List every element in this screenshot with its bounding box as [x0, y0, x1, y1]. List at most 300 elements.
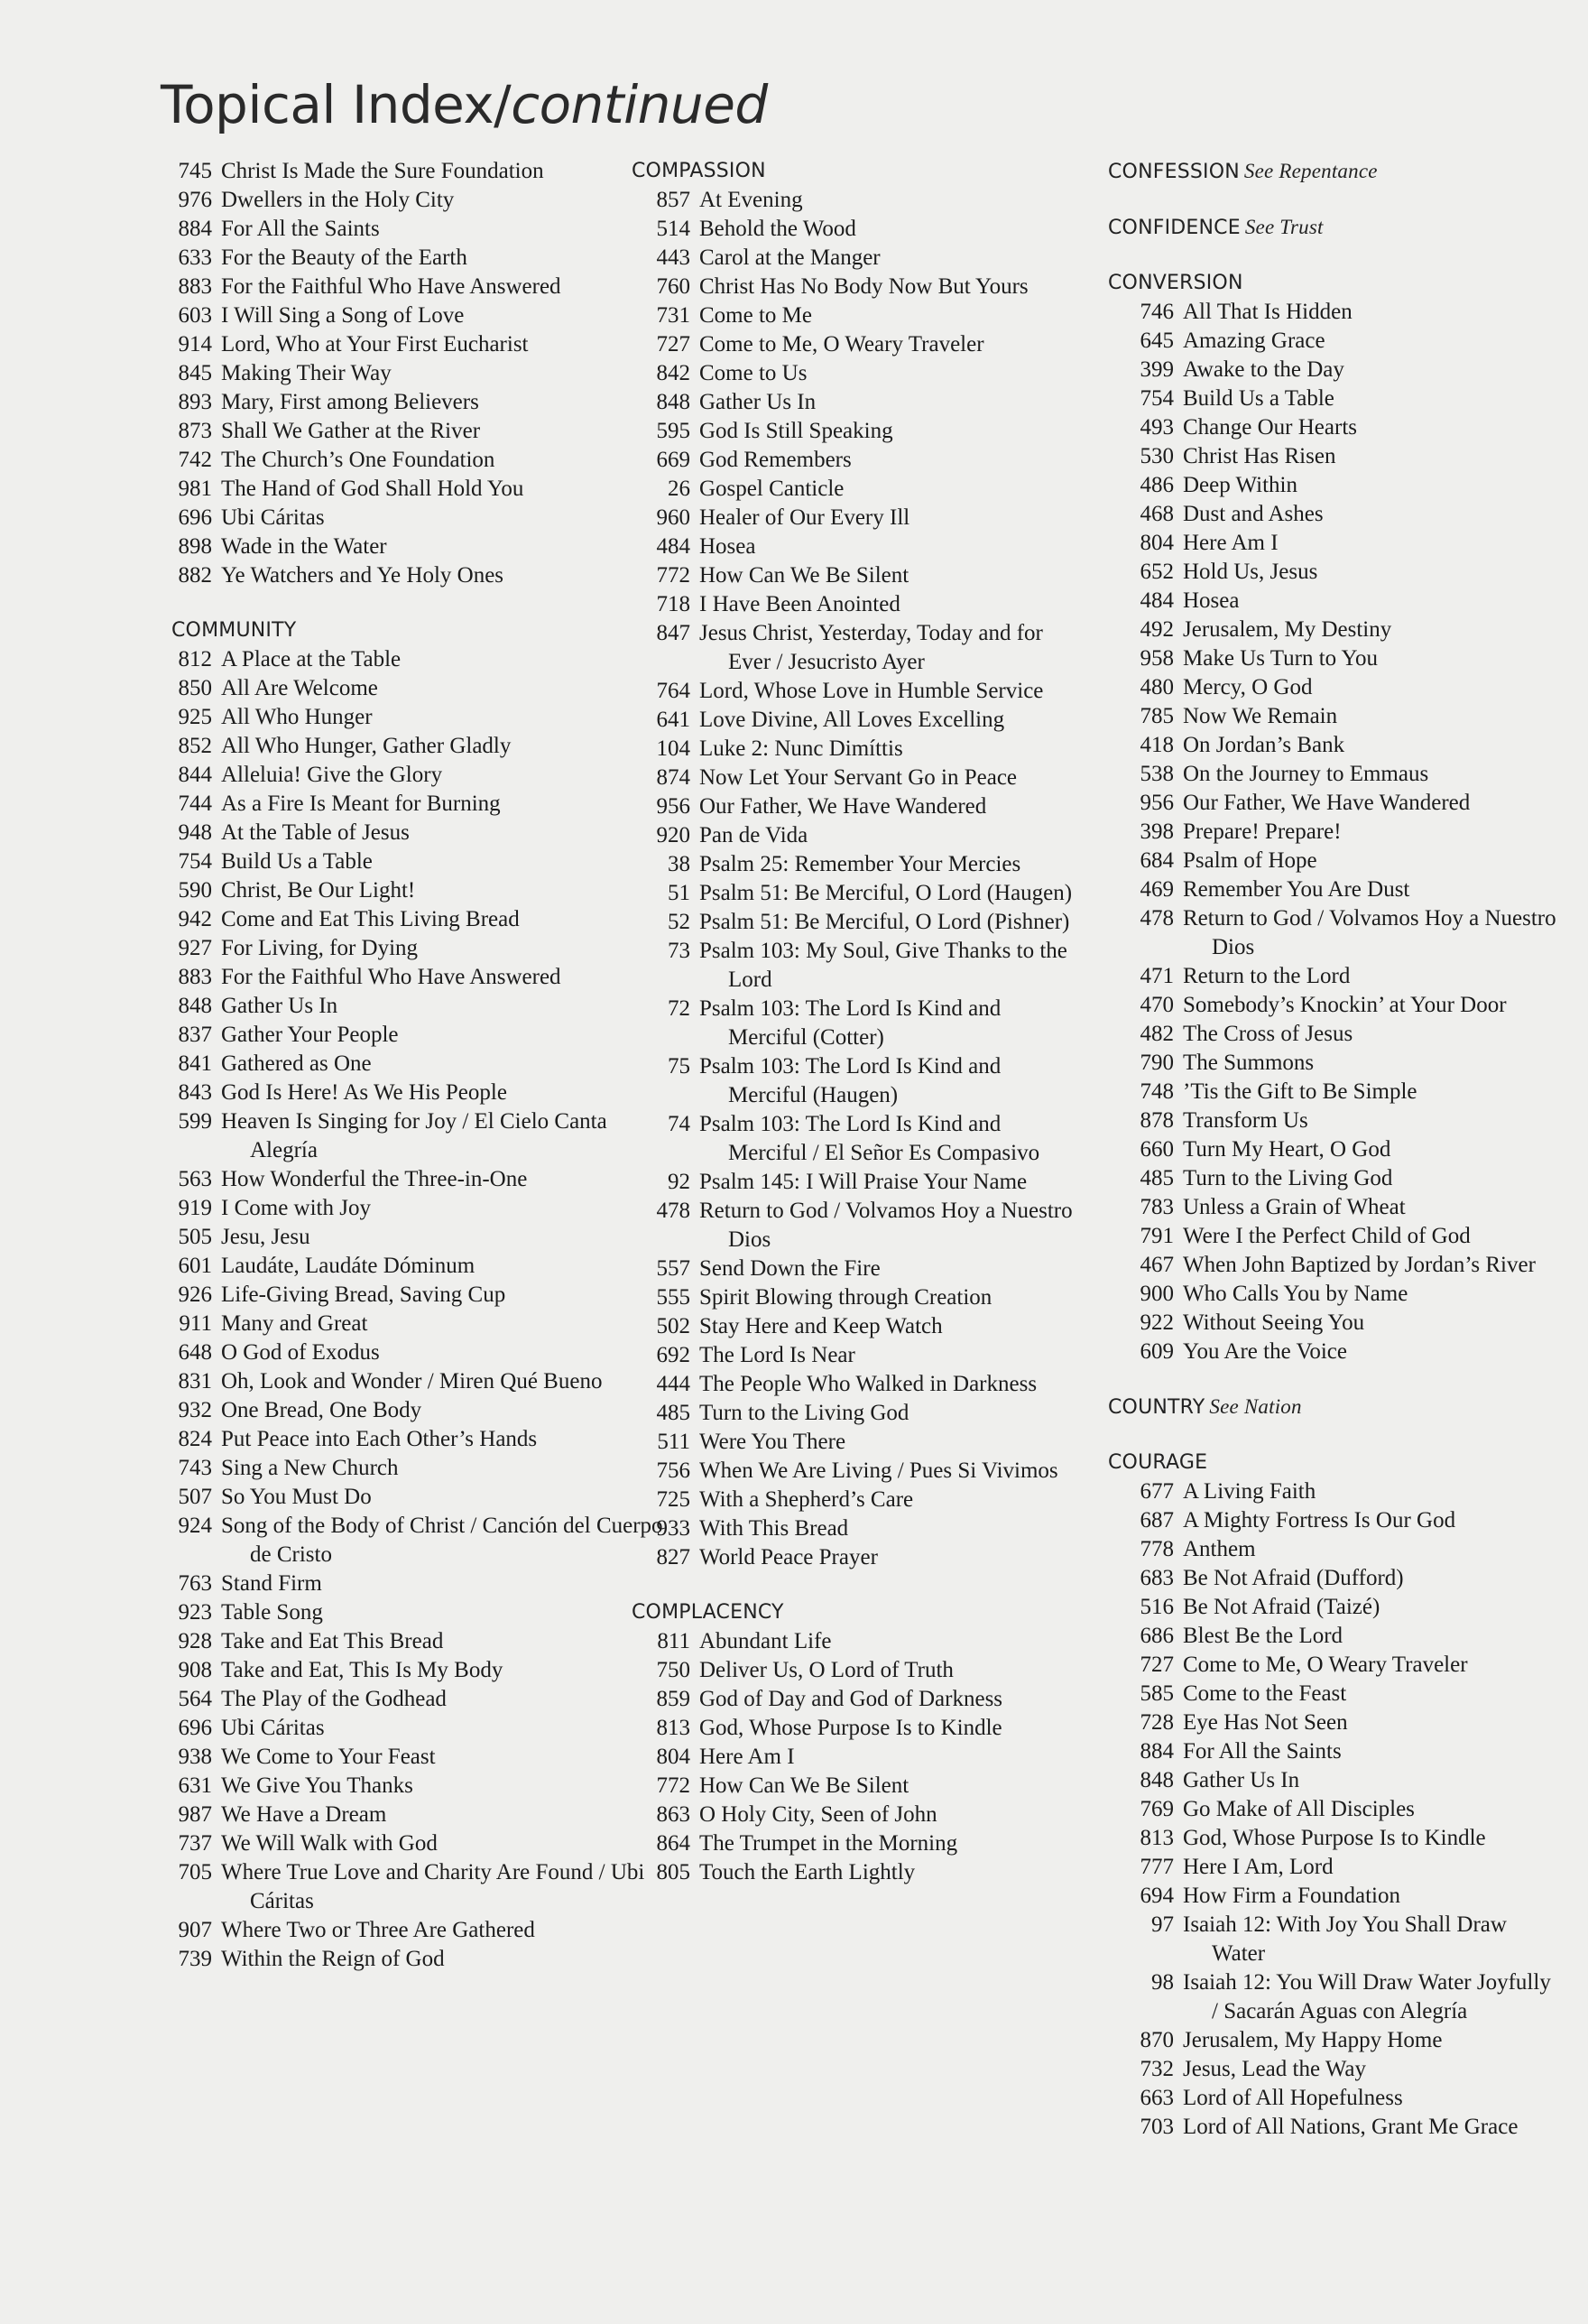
hymn-number: 813	[656, 1716, 690, 1740]
index-entry	[1108, 1968, 1559, 2026]
index-entry	[632, 215, 1083, 244]
hymn-number: 563	[178, 1167, 212, 1191]
index-entry	[1108, 1680, 1559, 1708]
hymn-number: 976	[178, 188, 212, 212]
hymn-number: 72	[668, 996, 690, 1021]
hymn-number: 470	[1140, 993, 1174, 1017]
index-entry	[1108, 587, 1559, 616]
index-entry	[632, 1772, 1083, 1801]
index-entry	[632, 446, 1083, 475]
index-entry	[1108, 1766, 1559, 1795]
hymn-title: A Living Faith	[1183, 1479, 1316, 1504]
hymn-title: Build Us a Table	[221, 849, 373, 874]
index-entry	[1108, 789, 1559, 818]
index-entry	[1108, 442, 1559, 471]
hymn-number: 804	[1140, 531, 1174, 555]
hymn-number: 480	[1140, 675, 1174, 699]
hymn-number: 811	[657, 1629, 690, 1653]
hymn-number: 398	[1140, 819, 1174, 844]
hymn-number: 745	[178, 159, 212, 183]
index-entry	[171, 532, 663, 561]
index-entry	[171, 244, 663, 273]
hymn-number: 507	[178, 1485, 212, 1509]
hymn-number: 492	[1140, 617, 1174, 642]
index-entry	[171, 1050, 663, 1079]
hymn-title: Come to Me, O Weary Traveler	[1183, 1653, 1468, 1677]
section-title: CONVERSION	[1108, 272, 1243, 294]
index-entry	[632, 764, 1083, 792]
section-heading	[171, 616, 663, 645]
hymn-number: 469	[1140, 877, 1174, 902]
hymn-number: 754	[178, 849, 212, 874]
hymn-number: 443	[656, 245, 690, 270]
hymn-number: 52	[668, 910, 690, 934]
hymn-title: Jesus, Lead the Way	[1183, 2057, 1367, 2081]
section-heading	[1108, 157, 1559, 187]
hymn-number: 884	[178, 217, 212, 241]
index-entry	[171, 1194, 663, 1223]
hymn-number: 911	[179, 1311, 212, 1336]
hymn-title: Isaiah 12: With Joy You Shall Draw Water	[1183, 1912, 1507, 1966]
index-entry	[171, 1425, 663, 1454]
hymn-title: Mercy, O God	[1183, 675, 1313, 699]
index-entry	[1108, 1506, 1559, 1535]
hymn-number: 842	[656, 361, 690, 385]
hymn-title: Spirit Blowing through Creation	[699, 1285, 992, 1310]
hymn-number: 847	[656, 621, 690, 645]
hymn-number: 864	[656, 1831, 690, 1856]
index-entry	[632, 735, 1083, 764]
hymn-title: Psalm 103: The Lord Is Kind and Merciful (Cotter)	[699, 996, 1002, 1050]
hymn-title: We Come to Your Feast	[221, 1745, 436, 1769]
index-entry	[632, 1457, 1083, 1486]
section-title: CONFESSION	[1108, 161, 1240, 183]
index-section	[171, 616, 663, 1974]
hymn-title: Transform Us	[1183, 1108, 1308, 1133]
index-entry	[1108, 529, 1559, 558]
hymn-number: 484	[1140, 588, 1174, 613]
index-entry	[632, 1399, 1083, 1428]
index-entry	[632, 1312, 1083, 1341]
title-continued: continued	[511, 74, 768, 135]
index-entry	[632, 417, 1083, 446]
hymn-title: Psalm 145: I Will Praise Your Name	[699, 1170, 1028, 1194]
index-entry	[171, 963, 663, 992]
hymn-number: 852	[178, 734, 212, 758]
hymn-title: Jerusalem, My Destiny	[1183, 617, 1392, 642]
hymn-title: Lord, Whose Love in Humble Service	[699, 679, 1044, 703]
hymn-number: 873	[178, 419, 212, 443]
hymn-title: Without Seeing You	[1183, 1310, 1365, 1335]
hymn-title: As a Fire Is Meant for Burning	[221, 792, 501, 816]
hymn-number: 468	[1140, 502, 1174, 526]
index-entry	[171, 992, 663, 1021]
hymn-number: 812	[178, 647, 212, 671]
hymn-number: 727	[1140, 1653, 1174, 1677]
hymn-number: 26	[668, 477, 690, 501]
hymn-title: Love Divine, All Loves Excelling	[699, 708, 1005, 732]
hymn-number: 595	[656, 419, 690, 443]
hymn-title: All Who Hunger	[221, 705, 373, 729]
hymn-title: Mary, First among Believers	[221, 390, 479, 414]
hymn-number: 844	[178, 763, 212, 787]
hymn-number: 831	[178, 1369, 212, 1393]
hymn-title: Remember You Are Dust	[1183, 877, 1410, 902]
hymn-title: Go Make of All Disciples	[1183, 1797, 1415, 1821]
index-entry	[1108, 1309, 1559, 1338]
index-entry	[632, 995, 1083, 1052]
index-entry	[171, 1945, 663, 1974]
hymn-number: 737	[178, 1831, 212, 1856]
hymn-number: 663	[1140, 2086, 1174, 2110]
hymn-title: Jesus Christ, Yesterday, Today and for Ever / Jesucristo Ayer	[699, 621, 1043, 674]
hymn-number: 633	[178, 245, 212, 270]
hymn-number: 883	[178, 274, 212, 299]
hymn-number: 478	[656, 1199, 690, 1223]
hymn-title: Blest Be the Lord	[1183, 1624, 1343, 1648]
section-title: COMPASSION	[632, 160, 766, 182]
index-entry	[632, 1656, 1083, 1685]
index-entry	[171, 504, 663, 532]
hymn-number: 694	[1140, 1884, 1174, 1908]
hymn-number: 923	[178, 1600, 212, 1625]
hymn-title: Take and Eat, This Is My Body	[221, 1658, 503, 1682]
index-entry	[171, 157, 663, 186]
hymn-number: 783	[1140, 1195, 1174, 1219]
hymn-title: God, Whose Purpose Is to Kindle	[1183, 1826, 1486, 1850]
index-entry	[1108, 1078, 1559, 1106]
hymn-title: Where Two or Three Are Gathered	[221, 1918, 535, 1942]
index-entry	[1108, 1708, 1559, 1737]
hymn-title: Be Not Afraid (Dufford)	[1183, 1566, 1404, 1590]
hymn-number: 843	[178, 1080, 212, 1105]
hymn-title: Take and Eat This Bread	[221, 1629, 444, 1653]
index-entry	[171, 1165, 663, 1194]
index-entry	[171, 876, 663, 905]
hymn-title: God Remembers	[699, 448, 852, 472]
index-entry	[171, 1367, 663, 1396]
hymn-number: 878	[1140, 1108, 1174, 1133]
hymn-title: For the Faithful Who Have Answered	[221, 965, 561, 989]
hymn-title: Dwellers in the Holy City	[221, 188, 455, 212]
hymn-title: You Are the Voice	[1183, 1339, 1347, 1364]
section-title: CONFIDENCE	[1108, 217, 1241, 239]
index-entry	[632, 1514, 1083, 1543]
index-entry	[1108, 847, 1559, 875]
hymn-title: Gospel Canticle	[699, 477, 845, 501]
hymn-number: 850	[178, 676, 212, 700]
hymn-title: All Are Welcome	[221, 676, 378, 700]
hymn-number: 841	[178, 1051, 212, 1076]
index-entry	[171, 273, 663, 301]
index-entry	[632, 1283, 1083, 1312]
hymn-title: Heaven Is Singing for Joy / El Cielo Canta Alegría	[221, 1109, 607, 1162]
hymn-number: 926	[178, 1282, 212, 1307]
hymn-title: Dust and Ashes	[1183, 502, 1324, 526]
hymn-title: Jesu, Jesu	[221, 1225, 310, 1249]
index-section	[1108, 1449, 1559, 2142]
index-column-3	[1108, 157, 1559, 2168]
hymn-number: 987	[178, 1802, 212, 1827]
index-entry	[632, 792, 1083, 821]
hymn-number: 718	[656, 592, 690, 616]
hymn-title: Somebody’s Knockin’ at Your Door	[1183, 993, 1507, 1017]
hymn-number: 631	[178, 1773, 212, 1798]
hymn-title: Be Not Afraid (Taizé)	[1183, 1595, 1380, 1619]
hymn-title: Amazing Grace	[1183, 329, 1325, 353]
hymn-number: 863	[656, 1802, 690, 1827]
index-entry	[171, 330, 663, 359]
hymn-number: 478	[1140, 906, 1174, 931]
index-entry	[1108, 1020, 1559, 1049]
hymn-title: Gather Us In	[699, 390, 817, 414]
hymn-title: For the Faithful Who Have Answered	[221, 274, 561, 299]
index-entry	[171, 1858, 663, 1916]
hymn-title: Psalm 51: Be Merciful, O Lord (Haugen)	[699, 881, 1073, 905]
index-entry	[1108, 1106, 1559, 1135]
index-entry	[632, 879, 1083, 908]
index-entry	[1108, 413, 1559, 442]
index-entry	[632, 821, 1083, 850]
hymn-number: 743	[178, 1456, 212, 1480]
hymn-number: 399	[1140, 357, 1174, 382]
hymn-title: O God of Exodus	[221, 1340, 380, 1365]
hymn-number: 893	[178, 390, 212, 414]
index-entry	[171, 388, 663, 417]
hymn-title: Laudáte, Laudáte Dóminum	[221, 1254, 475, 1278]
index-entry	[632, 1714, 1083, 1743]
index-entry	[171, 1483, 663, 1512]
hymn-title: Ye Watchers and Ye Holy Ones	[221, 563, 504, 588]
hymn-number: 742	[178, 448, 212, 472]
index-entry	[1108, 1477, 1559, 1506]
index-entry	[171, 1627, 663, 1656]
index-entry	[1108, 2084, 1559, 2113]
index-entry	[171, 446, 663, 475]
hymn-title: The Hand of God Shall Hold You	[221, 477, 524, 501]
hymn-number: 38	[668, 852, 690, 876]
hymn-title: When John Baptized by Jordan’s River	[1183, 1253, 1536, 1277]
index-entry	[1108, 1222, 1559, 1251]
hymn-number: 599	[178, 1109, 212, 1134]
hymn-number: 900	[1140, 1282, 1174, 1306]
hymn-number: 827	[656, 1545, 690, 1569]
hymn-title: Come and Eat This Living Bread	[221, 907, 520, 931]
index-entry	[1108, 731, 1559, 760]
hymn-title: Gather Us In	[1183, 1768, 1300, 1792]
hymn-title: The Church’s One Foundation	[221, 448, 495, 472]
index-entry	[1108, 1795, 1559, 1824]
hymn-title: How Wonderful the Three-in-One	[221, 1167, 528, 1191]
hymn-title: Return to the Lord	[1183, 964, 1351, 988]
hymn-title: One Bread, One Body	[221, 1398, 422, 1422]
index-section	[1108, 213, 1559, 243]
hymn-number: 763	[178, 1571, 212, 1596]
section-title: COMPLACENCY	[632, 1601, 784, 1624]
hymn-number: 772	[656, 1773, 690, 1798]
hymn-title: So You Must Do	[221, 1485, 372, 1509]
index-entry	[171, 1252, 663, 1281]
hymn-number: 557	[656, 1256, 690, 1281]
hymn-number: 785	[1140, 704, 1174, 728]
hymn-number: 813	[1140, 1826, 1174, 1850]
hymn-title: Christ Has No Body Now But Yours	[699, 274, 1029, 299]
hymn-title: I Will Sing a Song of Love	[221, 303, 465, 328]
hymn-number: 956	[1140, 791, 1174, 815]
hymn-number: 493	[1140, 415, 1174, 440]
hymn-title: Gathered as One	[221, 1051, 372, 1076]
hymn-title: Lord, Who at Your First Eucharist	[221, 332, 529, 356]
index-entry	[632, 1168, 1083, 1197]
index-entry	[632, 937, 1083, 995]
hymn-number: 981	[178, 477, 212, 501]
hymn-number: 942	[178, 907, 212, 931]
index-entry	[632, 1685, 1083, 1714]
hymn-title: Christ Is Made the Sure Foundation	[221, 159, 544, 183]
see-reference: See Repentance	[1243, 160, 1378, 182]
index-entry	[171, 1107, 663, 1165]
hymn-title: O Holy City, Seen of John	[699, 1802, 937, 1827]
hymn-number: 418	[1140, 733, 1174, 757]
index-entry	[171, 561, 663, 590]
hymn-title: Alleluia! Give the Glory	[221, 763, 443, 787]
index-entry	[632, 1801, 1083, 1829]
index-entry	[171, 1656, 663, 1685]
hymn-title: We Have a Dream	[221, 1802, 387, 1827]
hymn-title: Song of the Body of Christ / Canción del Cuerpo de Cristo	[221, 1514, 663, 1567]
index-entry	[171, 1829, 663, 1858]
index-entry	[171, 1598, 663, 1627]
hymn-number: 804	[656, 1745, 690, 1769]
hymn-number: 505	[178, 1225, 212, 1249]
hymn-title: Put Peace into Each Other’s Hands	[221, 1427, 538, 1451]
hymn-number: 805	[656, 1860, 690, 1884]
index-entry	[171, 732, 663, 761]
hymn-title: Send Down the Fire	[699, 1256, 881, 1281]
hymn-number: 746	[1140, 300, 1174, 324]
hymn-number: 564	[178, 1687, 212, 1711]
hymn-number: 848	[656, 390, 690, 414]
index-entry	[1108, 702, 1559, 731]
hymn-number: 73	[668, 939, 690, 963]
index-entry	[171, 703, 663, 732]
hymn-title: Psalm 25: Remember Your Mercies	[699, 852, 1021, 876]
hymn-number: 769	[1140, 1797, 1174, 1821]
hymn-number: 898	[178, 534, 212, 559]
index-entry	[632, 677, 1083, 706]
index-entry	[171, 1281, 663, 1310]
index-entry	[171, 819, 663, 847]
hymn-number: 750	[656, 1658, 690, 1682]
index-entry	[632, 504, 1083, 532]
section-heading	[632, 157, 1083, 186]
hymn-number: 882	[178, 563, 212, 588]
hymn-number: 75	[668, 1054, 690, 1079]
hymn-title: Return to God / Volvamos Hoy a Nuestro Dios	[1183, 906, 1556, 959]
index-entry	[1108, 327, 1559, 356]
index-entry	[632, 590, 1083, 619]
hymn-number: 870	[1140, 2028, 1174, 2052]
hymn-title: With a Shepherd’s Care	[699, 1487, 914, 1512]
hymn-title: Jerusalem, My Happy Home	[1183, 2028, 1443, 2052]
index-entry	[171, 1396, 663, 1425]
hymn-number: 502	[656, 1314, 690, 1338]
hymn-title: Anthem	[1183, 1537, 1256, 1561]
index-entry	[1108, 1882, 1559, 1911]
index-entry	[632, 186, 1083, 215]
hymn-number: 732	[1140, 2057, 1174, 2081]
hymn-number: 660	[1140, 1137, 1174, 1162]
hymn-title: Come to Me, O Weary Traveler	[699, 332, 984, 356]
hymn-number: 938	[178, 1745, 212, 1769]
index-entry	[171, 1079, 663, 1107]
index-entry	[632, 1428, 1083, 1457]
hymn-title: Were You There	[699, 1430, 846, 1454]
index-column-1	[171, 157, 663, 2000]
hymn-number: 848	[178, 994, 212, 1018]
index-entry	[1108, 616, 1559, 644]
hymn-title: A Place at the Table	[221, 647, 402, 671]
index-entry	[171, 359, 663, 388]
page-title	[161, 74, 768, 135]
index-section	[632, 1598, 1083, 1887]
hymn-number: 874	[656, 765, 690, 790]
hymn-number: 883	[178, 965, 212, 989]
index-entry	[1108, 1853, 1559, 1882]
hymn-number: 482	[1140, 1022, 1174, 1046]
hymn-number: 739	[178, 1947, 212, 1971]
hymn-number: 696	[178, 505, 212, 530]
hymn-title: I Have Been Anointed	[699, 592, 900, 616]
hymn-number: 684	[1140, 848, 1174, 873]
hymn-number: 907	[178, 1918, 212, 1942]
hymn-number: 97	[1151, 1912, 1174, 1937]
hymn-title: The Play of the Godhead	[221, 1687, 447, 1711]
hymn-number: 919	[178, 1196, 212, 1220]
section-title: COUNTRY	[1108, 1396, 1205, 1419]
hymn-title: The Summons	[1183, 1051, 1315, 1075]
hymn-number: 791	[1140, 1224, 1174, 1248]
index-entry	[1108, 1651, 1559, 1680]
hymn-number: 845	[178, 361, 212, 385]
index-column-2	[632, 157, 1083, 1913]
hymn-title: How Can We Be Silent	[699, 563, 909, 588]
hymn-title: For the Beauty of the Earth	[221, 245, 467, 270]
index-entry	[171, 645, 663, 674]
index-entry	[171, 1685, 663, 1714]
hymn-title: Hosea	[1183, 588, 1240, 613]
index-entry	[632, 619, 1083, 677]
index-entry	[632, 475, 1083, 504]
hymn-title: The Trumpet in the Morning	[699, 1831, 958, 1856]
hymn-title: Psalm of Hope	[1183, 848, 1317, 873]
hymn-title: World Peace Prayer	[699, 1545, 878, 1569]
index-entry	[1108, 991, 1559, 1020]
hymn-number: 516	[1140, 1595, 1174, 1619]
index-entry	[632, 1486, 1083, 1514]
index-section	[171, 157, 663, 590]
index-entry	[171, 1569, 663, 1598]
index-entry	[1108, 471, 1559, 500]
hymn-title: How Can We Be Silent	[699, 1773, 909, 1798]
index-entry	[171, 1772, 663, 1801]
hymn-number: 924	[178, 1514, 212, 1538]
index-entry	[632, 330, 1083, 359]
section-title: COURAGE	[1108, 1451, 1208, 1474]
hymn-number: 538	[1140, 762, 1174, 786]
hymn-title: Come to Us	[699, 361, 808, 385]
hymn-number: 467	[1140, 1253, 1174, 1277]
